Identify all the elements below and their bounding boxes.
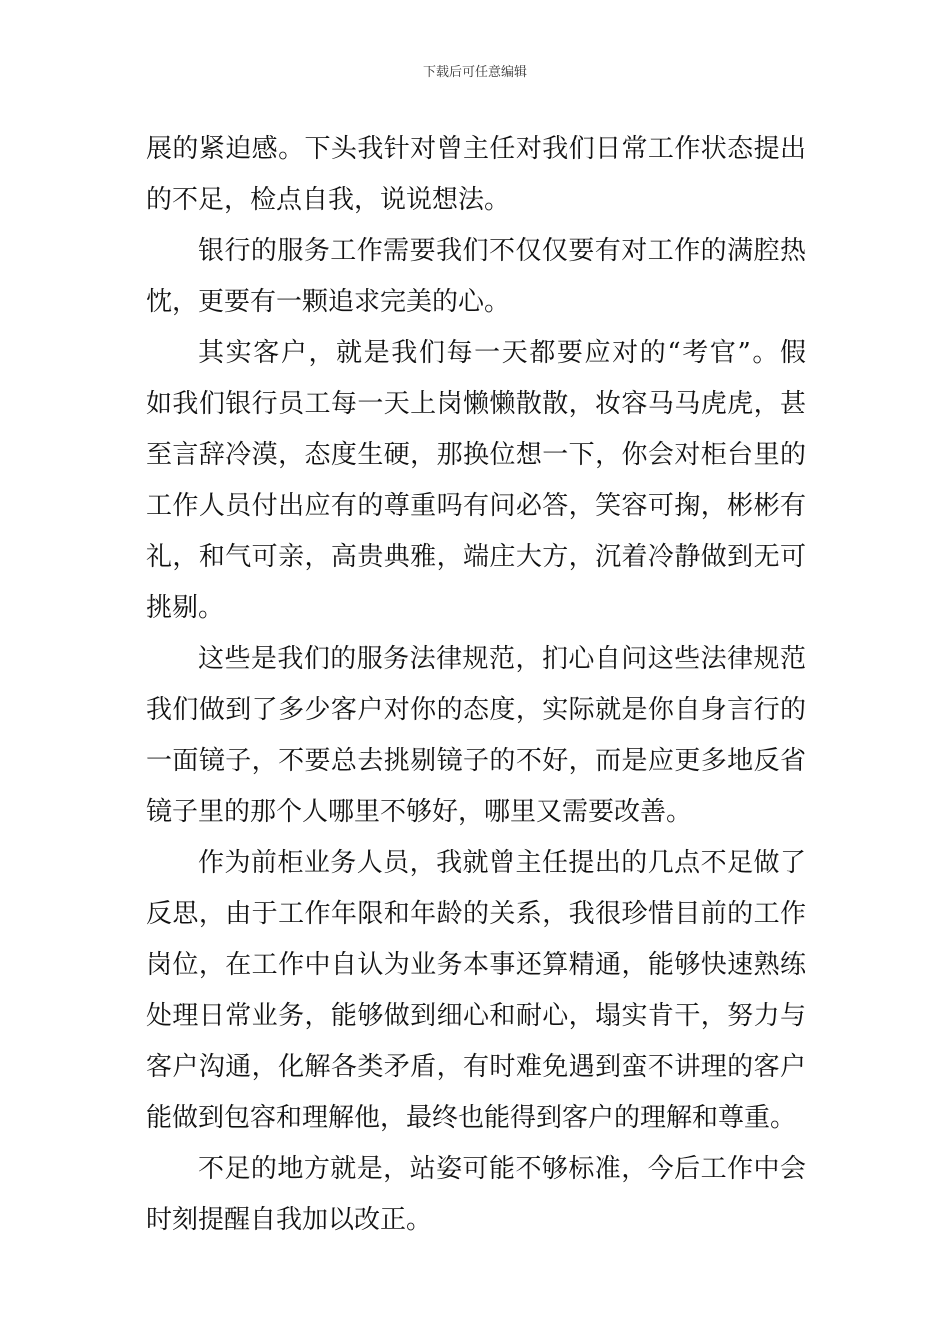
text-line: 银行的服务工作需要我们不仅仅要有对工作的满腔热 bbox=[198, 236, 806, 266]
paragraph-6 bbox=[146, 1144, 806, 1246]
page-header-note: 下载后可任意编辑 bbox=[422, 65, 527, 80]
text-line: 其实客户，就是我们每一天都要应对的“考官”。假 bbox=[198, 338, 806, 368]
text-line: 反思，由于工作年限和年龄的关系，我很珍惜目前的工作 bbox=[146, 899, 806, 929]
text-line: 至言辞冷漠，态度生硬，那换位想一下，你会对柜台里的 bbox=[146, 440, 806, 470]
text-line: 忱，更要有一颗追求完美的心。 bbox=[146, 287, 511, 317]
text-line: 礼，和气可亲，高贵典雅，端庄大方，沉着冷静做到无可 bbox=[146, 542, 806, 572]
text-line: 不足的地方就是，站姿可能不够标准，今后工作中会 bbox=[198, 1154, 806, 1184]
text-line: 客户沟通，化解各类矛盾，有时难免遇到蛮不讲理的客户 bbox=[146, 1052, 806, 1082]
paragraph-3 bbox=[146, 328, 806, 634]
text-line: 挑剔。 bbox=[146, 593, 225, 623]
text-line: 工作人员付出应有的尊重吗有问必答，笑容可掬，彬彬有 bbox=[146, 491, 806, 521]
document-body bbox=[146, 124, 806, 1246]
text-line: 时刻提醒自我加以改正。 bbox=[146, 1205, 433, 1235]
text-line: 作为前柜业务人员，我就曾主任提出的几点不足做了 bbox=[198, 848, 806, 878]
text-line: 我们做到了多少客户对你的态度，实际就是你自身言行的 bbox=[146, 695, 806, 725]
text-line: 这些是我们的服务法律规范，扪心自问这些法律规范 bbox=[198, 644, 806, 674]
paragraph-2 bbox=[146, 226, 806, 328]
text-line: 展的紧迫感。下头我针对曾主任对我们日常工作状态提出 bbox=[146, 134, 806, 164]
text-line: 如我们银行员工每一天上岗懒懒散散，妆容马马虎虎，甚 bbox=[146, 389, 806, 419]
paragraph-5 bbox=[146, 838, 806, 1144]
text-line: 能做到包容和理解他，最终也能得到客户的理解和尊重。 bbox=[146, 1103, 797, 1133]
text-line: 镜子里的那个人哪里不够好，哪里又需要改善。 bbox=[146, 797, 693, 827]
text-line: 一面镜子，不要总去挑剔镜子的不好，而是应更多地反省 bbox=[146, 746, 806, 776]
paragraph-1 bbox=[146, 124, 806, 226]
text-line: 岗位，在工作中自认为业务本事还算精通，能够快速熟练 bbox=[146, 950, 806, 980]
text-line: 处理日常业务，能够做到细心和耐心，塌实肯干，努力与 bbox=[146, 1001, 806, 1031]
paragraph-4 bbox=[146, 634, 806, 838]
text-line: 的不足，检点自我，说说想法。 bbox=[146, 185, 511, 215]
